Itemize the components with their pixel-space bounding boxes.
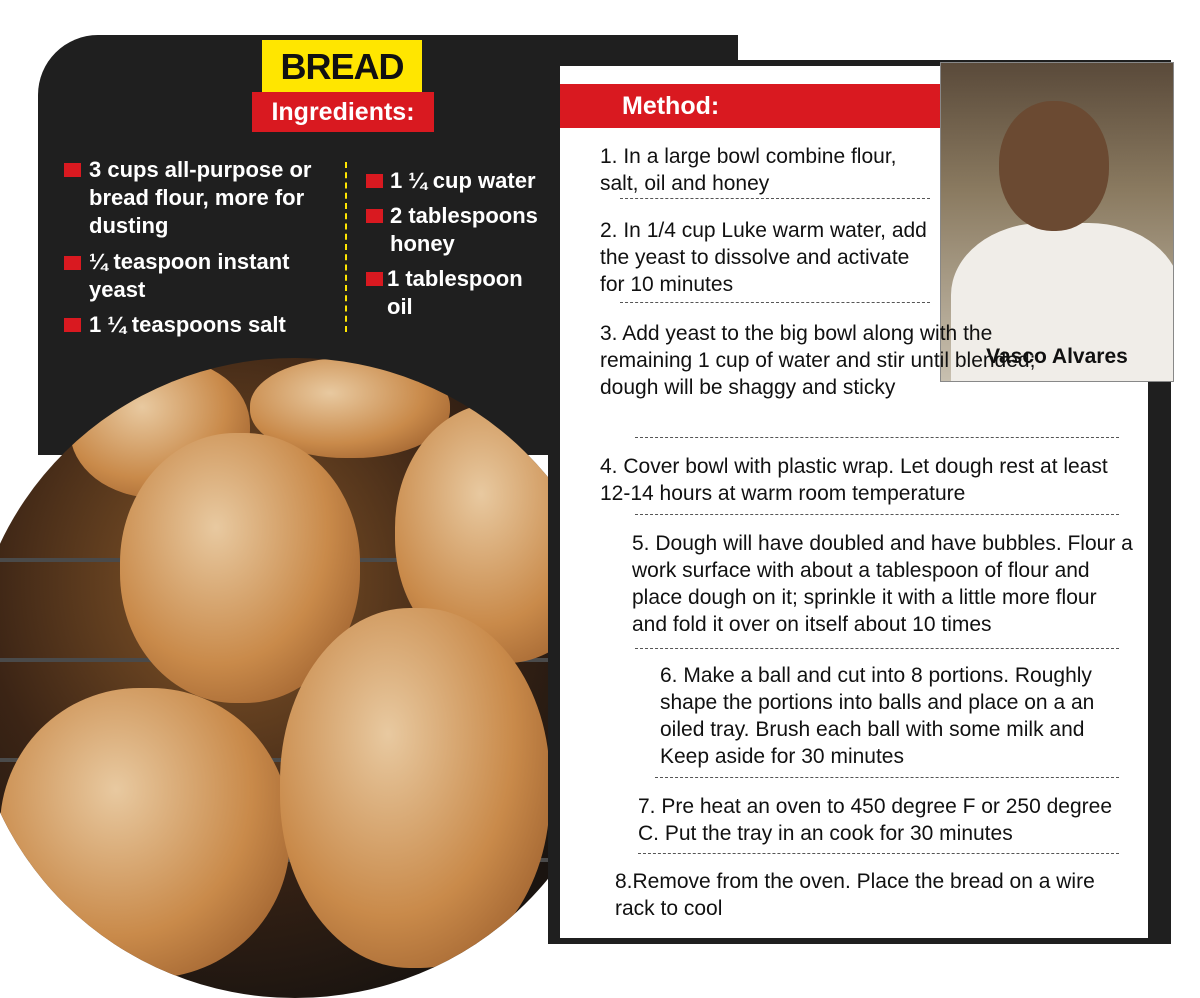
step-divider: [635, 648, 1119, 649]
ingredient-item: 1 ¼ cup water: [390, 168, 536, 193]
method-step: 6. Make a ball and cut into 8 portions. Roughly shape the portions into balls and place on a an oiled tray. Brush each ball with some milk and Keep aside for 30 minutes: [660, 664, 1095, 768]
ingredient-item: ¼ teaspoon instant yeast: [89, 249, 290, 302]
ingredients-heading: Ingredients:: [252, 92, 434, 132]
step-divider: [635, 437, 1119, 438]
step-divider: [655, 777, 1119, 778]
method-step: 2. In 1/4 cup Luke warm water, add the yeast to dissolve and activate for 10 minutes: [600, 219, 927, 296]
bread-photo: [0, 358, 620, 998]
bread-roll: [0, 688, 290, 978]
bullet-square: [64, 256, 81, 270]
step-divider: [635, 514, 1119, 515]
bread-roll: [280, 608, 550, 968]
method-step: 7. Pre heat an oven to 450 degree F or 250 degree C. Put the tray in an cook for 30 minutes: [638, 795, 1113, 845]
step-divider: [638, 853, 1119, 854]
page-title: BREAD: [262, 40, 422, 92]
method-step: 1. In a large bowl combine flour, salt, oil and honey: [600, 145, 897, 195]
chef-face: [999, 101, 1109, 231]
method-step: 5. Dough will have doubled and have bubbles. Flour a work surface with about a tablespoon of flour and place dough on it; sprinkle it with a little more flour and fold it over on itself about 10 times: [632, 532, 1133, 636]
method-heading-label: Method:: [622, 92, 720, 120]
step-divider: [620, 198, 930, 199]
method-step: 8.Remove from the oven. Place the bread on a wire rack to cool: [615, 870, 1095, 920]
ingredient-item: 3 cups all-purpose or bread flour, more for dusting: [89, 157, 312, 238]
chef-name: Vasco Alvares: [986, 345, 1128, 368]
bullet-square: [366, 209, 383, 223]
method-step: 3. Add yeast to the big bowl along with the remaining 1 cup of water and stir until blended; dough will be shaggy and sticky: [600, 322, 1036, 399]
method-step: 4. Cover bowl with plastic wrap. Let dough rest at least 12-14 hours at warm room temperature: [600, 455, 1108, 505]
bullet-square: [366, 272, 383, 286]
step-divider: [620, 302, 930, 303]
ingredients-divider: [345, 162, 347, 332]
bullet-square: [64, 163, 81, 177]
bullet-square: [64, 318, 81, 332]
bullet-square: [366, 174, 383, 188]
method-heading: [560, 84, 940, 128]
ingredient-item: 2 tablespoons honey: [390, 203, 538, 256]
ingredient-item: 1 tablespoon oil: [387, 266, 523, 319]
ingredient-item: 1 ¼ teaspoons salt: [89, 312, 286, 337]
